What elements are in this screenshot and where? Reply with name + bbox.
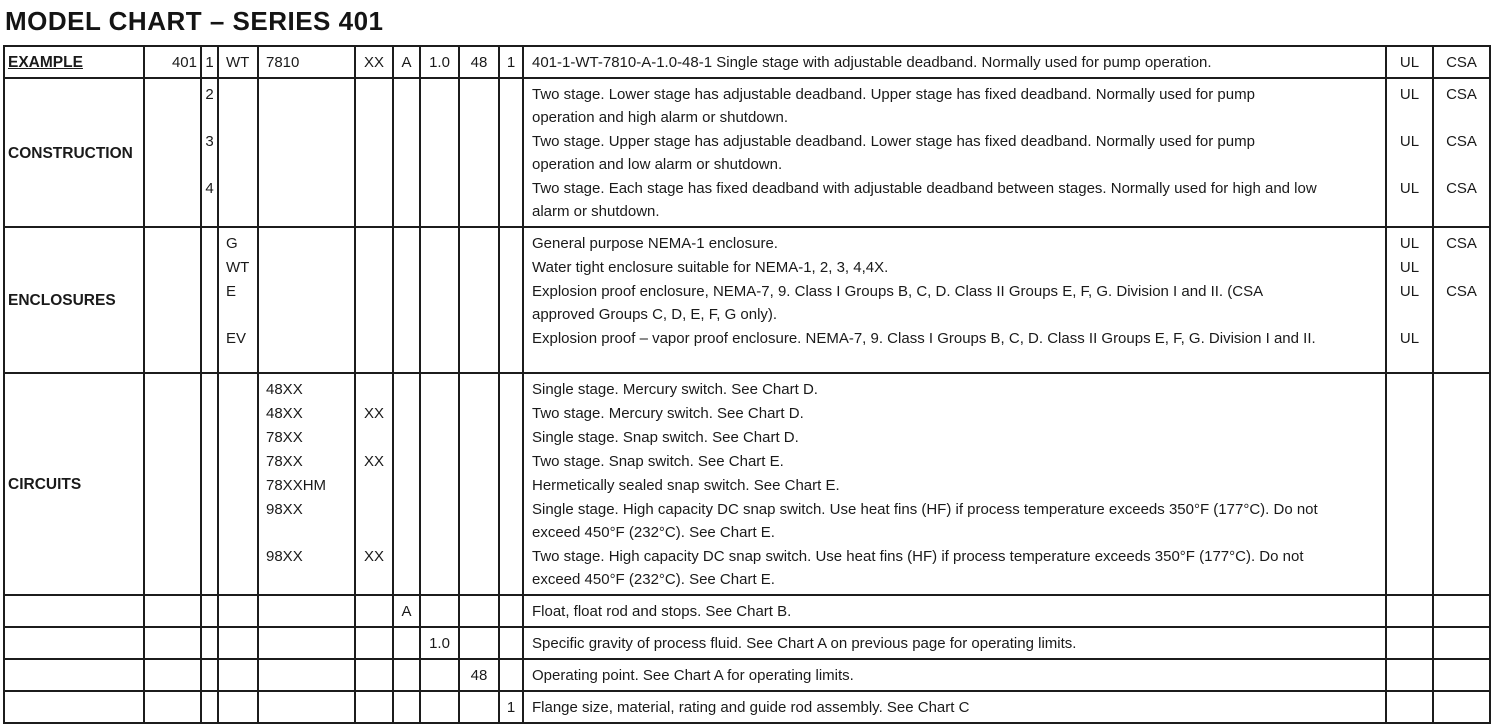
model-code-cell-c10: [421, 176, 460, 226]
model-code-cell-c401: [145, 497, 202, 544]
description-cell: Hermetically sealed snap switch. See Chart E.: [524, 473, 1387, 497]
ul-approval: UL: [1387, 255, 1434, 279]
model-code-cell-cXX: [356, 425, 394, 449]
model-code-cell-c48: [460, 544, 500, 594]
model-code-cell-cXX: [356, 692, 394, 722]
model-code-cell-cWT: [219, 425, 259, 449]
model-code-cell-cXX: XX: [356, 449, 394, 473]
csa-approval: CSA: [1446, 86, 1477, 103]
entry-row: [145, 449, 1489, 473]
model-code-cell-c10: [421, 497, 460, 544]
model-code-cell-cWT: WT: [219, 255, 259, 279]
csa-approval: [1434, 326, 1489, 372]
table-row: [5, 374, 1489, 596]
ul-approval: [1387, 692, 1434, 722]
model-code-cell-c401: [145, 692, 202, 722]
model-code-cell-cXX: [356, 129, 394, 176]
model-code-cell-c10: [421, 326, 460, 372]
description-cell: Single stage. Mercury switch. See Chart D.: [524, 374, 1387, 401]
model-code-cell-cXX: [356, 628, 394, 658]
model-code-cell-cA: [394, 228, 421, 255]
model-code-cell-c401: [145, 255, 202, 279]
model-code-cell-cLast: [500, 228, 524, 255]
row-label: ENCLOSURES: [5, 228, 145, 372]
model-code-cell-c10: [421, 255, 460, 279]
model-code-cell-c48: [460, 79, 500, 129]
entry-row: [145, 176, 1489, 226]
entry-row: [145, 228, 1489, 255]
model-code-cell-c7810: 78XXHM: [259, 473, 356, 497]
csa-approval: CSA: [1446, 235, 1477, 252]
row-entries: [145, 374, 1489, 594]
model-code-cell-c7810: [259, 176, 356, 226]
ul-approval: UL: [1387, 326, 1434, 372]
model-code-cell-c48: 48: [460, 660, 500, 690]
csa-approval: [1434, 374, 1489, 401]
csa-approval: [1434, 544, 1489, 594]
table-row: [5, 228, 1489, 374]
model-code-cell-c48: [460, 449, 500, 473]
description-cell: Float, float rod and stops. See Chart B.: [524, 596, 1387, 626]
model-code-cell-c401: [145, 660, 202, 690]
entry-row: [145, 660, 1489, 690]
model-code-cell-c1: [202, 660, 219, 690]
model-code-cell-c401: [145, 401, 202, 425]
model-code-cell-c1: [202, 628, 219, 658]
model-code-cell-c10: [421, 596, 460, 626]
entry-row: [145, 374, 1489, 401]
model-code-cell-c401: [145, 473, 202, 497]
ul-approval: UL: [1387, 129, 1434, 176]
model-code-cell-cA: [394, 176, 421, 226]
entry-row: [145, 425, 1489, 449]
model-code-cell-c10: [421, 228, 460, 255]
model-code-cell-c10: [421, 473, 460, 497]
model-code-cell-c1: [202, 279, 219, 326]
model-code-cell-cA: [394, 255, 421, 279]
model-code-cell-c10: [421, 449, 460, 473]
entry-row: [145, 79, 1489, 129]
description-cell: Two stage. Each stage has fixed deadband with adjustable deadband between stages. Normally used for high and low alarm or shutdown.: [524, 176, 1387, 226]
model-code-cell-c401: [145, 326, 202, 372]
model-code-cell-cLast: [500, 473, 524, 497]
ul-approval: [1387, 425, 1434, 449]
ul-approval: [1387, 401, 1434, 425]
description-cell: General purpose NEMA-1 enclosure.: [524, 228, 1387, 255]
description-cell: Operating point. See Chart A for operating limits.: [524, 660, 1387, 690]
model-code-cell-c10: 1.0: [421, 47, 460, 77]
model-code-cell-cXX: [356, 596, 394, 626]
model-code-cell-c401: [145, 596, 202, 626]
model-code-cell-cLast: 1: [500, 47, 524, 77]
model-code-cell-c48: [460, 374, 500, 401]
model-code-cell-c7810: 98XX: [259, 497, 356, 544]
model-code-cell-cA: A: [394, 596, 421, 626]
ul-approval: [1387, 660, 1434, 690]
csa-approval: CSA: [1446, 54, 1477, 71]
model-code-cell-cXX: [356, 279, 394, 326]
model-code-cell-cXX: [356, 497, 394, 544]
model-code-cell-cA: [394, 544, 421, 594]
model-code-cell-c1: [202, 401, 219, 425]
ul-approval: [1387, 374, 1434, 401]
model-code-cell-cA: [394, 279, 421, 326]
model-code-cell-c7810: [259, 660, 356, 690]
csa-approval: [1434, 596, 1489, 626]
description-cell: Single stage. High capacity DC snap switch. Use heat fins (HF) if process temperature exceeds 350°F (177°C). Do not exceed 450°F (232°C). See Chart E.: [524, 497, 1387, 544]
description-cell: 401-1-WT-7810-A-1.0-48-1 Single stage with adjustable deadband. Normally used for pump operation.: [524, 47, 1387, 77]
description-cell: Flange size, material, rating and guide rod assembly. See Chart C: [524, 692, 1387, 722]
model-code-cell-c48: [460, 425, 500, 449]
ul-approval: [1387, 544, 1434, 594]
model-code-cell-cA: [394, 692, 421, 722]
model-code-cell-c1: [202, 449, 219, 473]
row-entries: [145, 660, 1489, 690]
entry-row: [145, 47, 1489, 77]
model-code-cell-cWT: [219, 449, 259, 473]
entry-row: [145, 401, 1489, 425]
model-code-cell-cXX: [356, 473, 394, 497]
model-code-cell-c1: [202, 228, 219, 255]
model-code-cell-c1: [202, 374, 219, 401]
entry-row: [145, 628, 1489, 658]
model-code-cell-c48: [460, 692, 500, 722]
description-cell: Single stage. Snap switch. See Chart D.: [524, 425, 1387, 449]
model-code-cell-c48: [460, 473, 500, 497]
table-row: [5, 596, 1489, 628]
row-label: [5, 596, 145, 626]
model-code-cell-c7810: [259, 129, 356, 176]
model-code-cell-cWT: [219, 401, 259, 425]
model-code-cell-cXX: [356, 660, 394, 690]
model-code-cell-cWT: [219, 129, 259, 176]
row-entries: [145, 228, 1489, 372]
ul-approval: UL: [1387, 228, 1434, 255]
csa-approval: [1434, 473, 1489, 497]
row-entries: [145, 79, 1489, 226]
model-code-cell-cA: [394, 497, 421, 544]
model-code-cell-cWT: [219, 497, 259, 544]
csa-approval: CSA: [1446, 133, 1477, 150]
csa-approval: [1434, 425, 1489, 449]
row-entries: [145, 596, 1489, 626]
model-code-cell-c48: [460, 596, 500, 626]
model-code-cell-c1: 1: [202, 47, 219, 77]
model-code-cell-cLast: [500, 660, 524, 690]
ul-approval: [1387, 473, 1434, 497]
model-code-cell-cA: A: [394, 47, 421, 77]
description-cell: Two stage. High capacity DC snap switch. Use heat fins (HF) if process temperature exceeds 350°F (177°C). Do not exceed 450°F (232°C). See Chart E.: [524, 544, 1387, 594]
model-code-cell-c1: [202, 473, 219, 497]
model-code-cell-cWT: [219, 596, 259, 626]
model-code-cell-c401: [145, 544, 202, 594]
model-code-cell-c10: [421, 129, 460, 176]
model-code-cell-cWT: E: [219, 279, 259, 326]
model-code-cell-cLast: [500, 497, 524, 544]
model-code-cell-c1: [202, 497, 219, 544]
csa-approval: [1434, 628, 1489, 658]
model-code-cell-cLast: [500, 326, 524, 372]
model-code-cell-c7810: 78XX: [259, 449, 356, 473]
model-code-cell-c48: [460, 279, 500, 326]
model-code-cell-cLast: [500, 374, 524, 401]
model-code-cell-cWT: [219, 660, 259, 690]
model-code-cell-cWT: EV: [219, 326, 259, 372]
model-code-cell-c1: [202, 425, 219, 449]
model-code-cell-c401: [145, 425, 202, 449]
model-code-cell-cLast: [500, 596, 524, 626]
model-code-cell-c1: 2: [202, 79, 219, 129]
model-code-cell-cLast: [500, 255, 524, 279]
model-code-cell-cLast: [500, 279, 524, 326]
model-code-cell-cWT: [219, 692, 259, 722]
model-code-cell-c48: [460, 628, 500, 658]
model-code-cell-cLast: [500, 176, 524, 226]
ul-approval: UL: [1387, 47, 1434, 77]
model-code-cell-c48: [460, 228, 500, 255]
model-code-cell-c48: [460, 401, 500, 425]
row-entries: [145, 692, 1489, 722]
csa-approval: CSA: [1446, 180, 1477, 197]
ul-approval: [1387, 628, 1434, 658]
model-code-cell-cWT: G: [219, 228, 259, 255]
csa-approval: [1434, 692, 1489, 722]
model-code-cell-c1: [202, 544, 219, 594]
row-label: [5, 692, 145, 722]
model-code-cell-cLast: [500, 129, 524, 176]
model-code-cell-c7810: [259, 255, 356, 279]
model-code-cell-c401: [145, 374, 202, 401]
model-code-cell-c7810: 48XX: [259, 374, 356, 401]
model-code-cell-c7810: [259, 326, 356, 372]
table-row: [5, 692, 1489, 724]
model-code-cell-cLast: [500, 79, 524, 129]
model-code-cell-cA: [394, 449, 421, 473]
model-code-cell-c10: [421, 544, 460, 594]
page-title: MODEL CHART – SERIES 401: [5, 6, 384, 36]
entry-row: [145, 255, 1489, 279]
description-cell: Water tight enclosure suitable for NEMA-1, 2, 3, 4,4X.: [524, 255, 1387, 279]
model-code-cell-cWT: [219, 79, 259, 129]
model-code-cell-c10: [421, 660, 460, 690]
model-code-cell-cA: [394, 473, 421, 497]
csa-approval: [1434, 660, 1489, 690]
row-label: [5, 660, 145, 690]
model-code-cell-c1: [202, 255, 219, 279]
ul-approval: UL: [1387, 176, 1434, 226]
description-cell: Two stage. Snap switch. See Chart E.: [524, 449, 1387, 473]
model-code-cell-cWT: [219, 628, 259, 658]
table-row: [5, 79, 1489, 228]
model-code-cell-c7810: 48XX: [259, 401, 356, 425]
model-code-cell-c48: [460, 176, 500, 226]
model-code-cell-c7810: 7810: [259, 47, 356, 77]
model-code-cell-c10: [421, 425, 460, 449]
model-code-cell-cLast: [500, 425, 524, 449]
model-code-cell-cA: [394, 628, 421, 658]
table-row: [5, 628, 1489, 660]
model-code-cell-cWT: [219, 374, 259, 401]
model-code-cell-cLast: [500, 401, 524, 425]
model-code-cell-cA: [394, 374, 421, 401]
model-code-cell-cLast: [500, 628, 524, 658]
model-code-cell-c48: 48: [460, 47, 500, 77]
csa-approval: [1434, 449, 1489, 473]
description-cell: Two stage. Mercury switch. See Chart D.: [524, 401, 1387, 425]
model-code-cell-cXX: [356, 374, 394, 401]
model-code-cell-c48: [460, 326, 500, 372]
csa-approval: [1434, 401, 1489, 425]
entry-row: [145, 473, 1489, 497]
model-code-cell-c10: [421, 79, 460, 129]
ul-approval: [1387, 449, 1434, 473]
model-code-cell-c48: [460, 255, 500, 279]
model-code-cell-c401: 401: [145, 47, 202, 77]
row-label: [5, 628, 145, 658]
model-code-cell-cXX: [356, 255, 394, 279]
model-code-cell-cLast: 1: [500, 692, 524, 722]
description-cell: Explosion proof – vapor proof enclosure. NEMA-7, 9. Class I Groups B, C, D. Class II Groups E, F, G. Division I and II.: [524, 326, 1387, 372]
model-code-cell-cA: [394, 660, 421, 690]
model-code-cell-cA: [394, 401, 421, 425]
model-code-cell-cA: [394, 79, 421, 129]
csa-approval: CSA: [1446, 283, 1477, 300]
model-code-cell-c7810: [259, 228, 356, 255]
model-code-cell-c401: [145, 628, 202, 658]
entry-row: [145, 596, 1489, 626]
model-code-cell-c7810: [259, 628, 356, 658]
description-cell: Two stage. Lower stage has adjustable deadband. Upper stage has fixed deadband. Normally used for pump operation and high alarm or shutdown.: [524, 79, 1387, 129]
entry-row: [145, 692, 1489, 722]
row-label: EXAMPLE: [5, 47, 145, 77]
model-code-cell-c10: [421, 401, 460, 425]
entry-row: [145, 279, 1489, 326]
model-code-cell-cA: [394, 129, 421, 176]
table-row: [5, 47, 1489, 79]
model-code-cell-c10: [421, 279, 460, 326]
row-label: CONSTRUCTION: [5, 79, 145, 226]
model-code-cell-c401: [145, 176, 202, 226]
model-code-cell-cLast: [500, 449, 524, 473]
model-code-cell-c401: [145, 79, 202, 129]
ul-approval: [1387, 596, 1434, 626]
table-row: [5, 660, 1489, 692]
entry-row: [145, 326, 1489, 372]
description-cell: Specific gravity of process fluid. See Chart A on previous page for operating limits.: [524, 628, 1387, 658]
model-code-cell-cXX: XX: [356, 401, 394, 425]
model-code-cell-cXX: [356, 176, 394, 226]
model-code-cell-cA: [394, 326, 421, 372]
model-code-cell-c401: [145, 228, 202, 255]
ul-approval: [1387, 497, 1434, 544]
model-code-cell-c1: 3: [202, 129, 219, 176]
model-code-cell-c7810: [259, 279, 356, 326]
model-code-cell-cWT: [219, 176, 259, 226]
model-code-cell-c7810: 78XX: [259, 425, 356, 449]
csa-approval: [1434, 497, 1489, 544]
model-code-cell-cLast: [500, 544, 524, 594]
model-code-cell-c1: 4: [202, 176, 219, 226]
model-code-cell-c7810: [259, 79, 356, 129]
entry-row: [145, 497, 1489, 544]
model-code-cell-c7810: [259, 692, 356, 722]
model-code-cell-cWT: WT: [219, 47, 259, 77]
ul-approval: UL: [1387, 79, 1434, 129]
model-code-cell-c10: [421, 692, 460, 722]
model-code-cell-cXX: [356, 79, 394, 129]
model-code-cell-cXX: [356, 228, 394, 255]
model-code-cell-c10: [421, 374, 460, 401]
model-code-cell-cXX: [356, 326, 394, 372]
model-code-cell-cXX: XX: [356, 47, 394, 77]
model-code-cell-c401: [145, 279, 202, 326]
entry-row: [145, 544, 1489, 594]
model-code-cell-c48: [460, 129, 500, 176]
ul-approval: UL: [1387, 279, 1434, 326]
model-code-cell-cA: [394, 425, 421, 449]
row-label: CIRCUITS: [5, 374, 145, 594]
model-code-cell-c1: [202, 692, 219, 722]
model-code-cell-c1: [202, 596, 219, 626]
model-code-cell-c10: 1.0: [421, 628, 460, 658]
model-code-cell-c7810: 98XX: [259, 544, 356, 594]
model-code-cell-cWT: [219, 473, 259, 497]
description-cell: Explosion proof enclosure, NEMA-7, 9. Class I Groups B, C, D. Class II Groups E, F, G. Division I and II. (CSA approved Groups C, D, E, F, G only).: [524, 279, 1387, 326]
model-code-cell-c48: [460, 497, 500, 544]
entry-row: [145, 129, 1489, 176]
model-code-cell-cXX: XX: [356, 544, 394, 594]
description-cell: Two stage. Upper stage has adjustable deadband. Lower stage has fixed deadband. Normally used for pump operation and low alarm or shutdown.: [524, 129, 1387, 176]
model-code-cell-c7810: [259, 596, 356, 626]
model-code-cell-c401: [145, 129, 202, 176]
model-code-cell-c1: [202, 326, 219, 372]
model-code-cell-cWT: [219, 544, 259, 594]
model-chart-table: [3, 45, 1491, 724]
model-code-cell-c401: [145, 449, 202, 473]
csa-approval: [1434, 255, 1489, 279]
row-entries: [145, 47, 1489, 77]
row-entries: [145, 628, 1489, 658]
